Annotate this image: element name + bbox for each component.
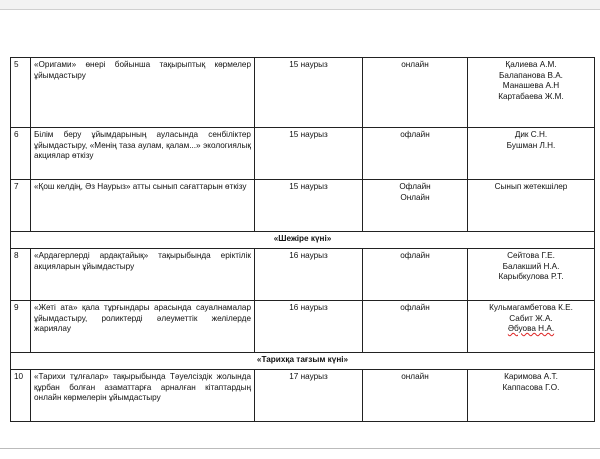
event-format xyxy=(363,128,468,180)
responsible-persons xyxy=(468,301,595,353)
event-date: 17 наурыз xyxy=(255,370,363,422)
event-format xyxy=(363,301,468,353)
event-description: «Тарихи тұлғалар» тақырыбында Тәуелсіздік жолында құрбан болған азаматтарға арналған кітаптардың онлайн көрмелерін ұйымдастыру xyxy=(31,370,255,422)
row-number: 7 xyxy=(11,180,31,232)
responsible-name: Қалиева А.М. xyxy=(505,60,557,69)
section-header-row xyxy=(11,232,595,249)
responsible-name: Каримова А.Т. xyxy=(504,372,558,381)
event-date: 15 наурыз xyxy=(255,128,363,180)
section-title: «Тарихқа тағзым күні» xyxy=(11,353,595,370)
table-row xyxy=(11,249,595,301)
format-line: онлайн xyxy=(401,60,429,69)
section-header-row xyxy=(11,353,595,370)
responsible-name: Сейтова Г.Е. xyxy=(507,251,555,260)
responsible-persons xyxy=(468,249,595,301)
event-description: Білім беру ұйымдарының ауласында сенбіліктер ұйымдастыру, «Менің таза аулам, қалам...» экологиялық акциялар өткізу xyxy=(31,128,255,180)
event-description: «Ардагерлерді ардақтайық» тақырыбында еріктілік акцияларын ұйымдастыру xyxy=(31,249,255,301)
row-number: 9 xyxy=(11,301,31,353)
responsible-persons xyxy=(468,128,595,180)
event-description: «Жеті ата» қала тұрғындары арасында сауалнамалар ұйымдастыру, роликтерді әлеуметтік желілерде жариялау xyxy=(31,301,255,353)
table-row xyxy=(11,301,595,353)
responsible-name: Карыбкулова Р.Т. xyxy=(498,272,564,281)
format-line: офлайн xyxy=(400,130,430,139)
row-number: 6 xyxy=(11,128,31,180)
event-date: 16 наурыз xyxy=(255,249,363,301)
responsible-name: Бушман Л.Н. xyxy=(506,140,556,150)
row-number: 8 xyxy=(11,249,31,301)
responsible-name: Балапанова В.А. xyxy=(499,70,563,80)
top-toolbar-strip xyxy=(0,0,600,10)
event-format xyxy=(363,249,468,301)
events-plan-table xyxy=(10,57,595,422)
event-format xyxy=(363,370,468,422)
event-format xyxy=(363,180,468,232)
table-row xyxy=(11,370,595,422)
responsible-persons xyxy=(468,180,595,232)
event-description: «Қош келдің, Әз Наурыз» атты сынып сағаттарын өткізу xyxy=(31,180,255,232)
responsible-name: Дик С.Н. xyxy=(514,130,548,139)
format-line: Офлайн xyxy=(399,182,431,191)
row-number: 10 xyxy=(11,370,31,422)
event-format xyxy=(363,58,468,128)
section-title: «Шежіре күні» xyxy=(11,232,595,249)
responsible-name: Кульмагамбетова К.Е. xyxy=(489,303,573,312)
event-date: 16 наурыз xyxy=(255,301,363,353)
row-number: 5 xyxy=(11,58,31,128)
event-description: «Оригами» өнері бойынша тақырыптық көрмелер ұйымдастыру xyxy=(31,58,255,128)
page-bottom-edge xyxy=(0,448,600,449)
responsible-name: Сынып жетекшілер xyxy=(494,182,568,191)
format-line: офлайн xyxy=(400,251,430,260)
responsible-name: Әбуова Н.А. xyxy=(507,324,555,333)
format-line: офлайн xyxy=(400,303,430,312)
table-row xyxy=(11,180,595,232)
format-line: Онлайн xyxy=(400,192,430,202)
table-row xyxy=(11,128,595,180)
table-row xyxy=(11,58,595,128)
format-line: онлайн xyxy=(401,372,429,381)
event-date: 15 наурыз xyxy=(255,180,363,232)
responsible-name: Сабит Ж.А. xyxy=(509,313,553,323)
responsible-name: Манашева А.Н xyxy=(502,81,560,90)
responsible-name: Балакший Н.А. xyxy=(502,261,560,271)
responsible-name: Каппасова Г.О. xyxy=(502,382,560,392)
responsible-name: Картабаева Ж.М. xyxy=(498,91,564,101)
responsible-persons xyxy=(468,370,595,422)
event-date: 15 наурыз xyxy=(255,58,363,128)
responsible-persons xyxy=(468,58,595,128)
